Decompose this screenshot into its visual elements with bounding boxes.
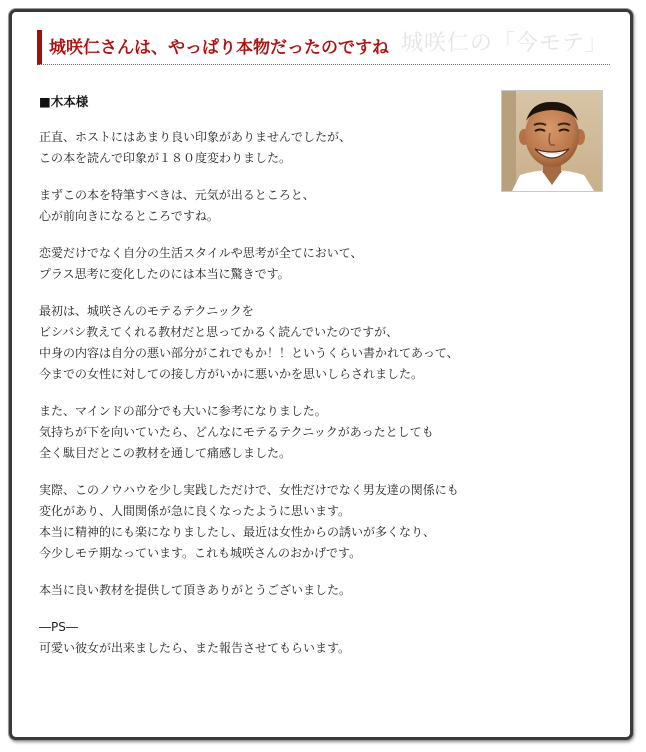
- testimonial-box: [9, 9, 633, 740]
- testimonial-paragraph: [39, 301, 499, 385]
- paragraph-line: 今少しモテ期なっています。これも城咲さんのおかげです。: [39, 546, 362, 560]
- paragraph-line: 気持ちが下を向いていたら、どんなにモテるテクニックがあったとしても: [39, 425, 434, 439]
- paragraph-line: 本当に精神的にも楽になりましたし、最近は女性からの誘いが多くなり、: [39, 525, 436, 539]
- testimonial-paragraph: [39, 480, 499, 564]
- paragraph-line: 最初は、城咲さんのモテるテクニックを: [39, 304, 254, 318]
- testimonial-paragraph: [39, 127, 499, 169]
- author-photo: [501, 90, 603, 192]
- testimonial-paragraph: [39, 580, 499, 601]
- paragraph-line: この本を読んで印象が１８０度変わりました。: [39, 151, 292, 165]
- paragraph-line: まずこの本を特筆すべきは、元気が出るところと、: [39, 188, 315, 202]
- paragraph-line: 心が前向きになるところですね。: [39, 209, 219, 223]
- testimonial-paragraph: [39, 401, 499, 464]
- paragraph-line: 実際、このノウハウを少し実践しただけで、女性だけでなく男友達の関係にも: [39, 483, 459, 497]
- paragraph-line: 今までの女性に対しての接し方がいかに悪いかを思いしらされました。: [39, 367, 424, 381]
- testimonial-heading: [37, 30, 610, 65]
- testimonial-paragraph: [39, 243, 499, 285]
- paragraph-line: 変化があり、人間関係が急に良くなったように思います。: [39, 504, 351, 518]
- testimonial-paragraph: [39, 185, 499, 227]
- smiling-man-portrait-icon: [502, 91, 602, 191]
- paragraph-line: ―PS―: [39, 620, 78, 634]
- paragraph-line: 恋愛だけでなく自分の生活スタイルや思考が全てにおいて、: [39, 246, 363, 260]
- watermark-title: 城咲仁の「今モテ」: [400, 31, 608, 56]
- paragraph-line: プラス思考に変化したのには本当に驚きです。: [39, 267, 290, 281]
- testimonial-body: [39, 127, 499, 675]
- paragraph-line: また、マインドの部分でも大いに参考になりました。: [39, 404, 327, 418]
- paragraph-line: ビシバシ教えてくれる教材だと思ってかるく読んでいたのですが、: [39, 325, 399, 339]
- paragraph-line: 正直、ホストにはあまり良い印象がありませんでしたが、: [39, 130, 352, 144]
- paragraph-line: 全く駄目だとこの教材を通して痛感しました。: [39, 446, 292, 460]
- heading-title: 城咲仁さんは、やっぱり本物だったのですね: [49, 38, 389, 58]
- author-name: ■木本様: [39, 94, 89, 109]
- paragraph-line: 中身の内容は自分の悪い部分がこれでもか！！というくらい書かれてあって、: [39, 346, 459, 360]
- paragraph-line: 可愛い彼女が出来ましたら、また報告させてもらいます。: [39, 641, 351, 655]
- paragraph-line: 本当に良い教材を提供して頂きありがとうございました。: [39, 583, 352, 597]
- testimonial-paragraph: [39, 617, 499, 659]
